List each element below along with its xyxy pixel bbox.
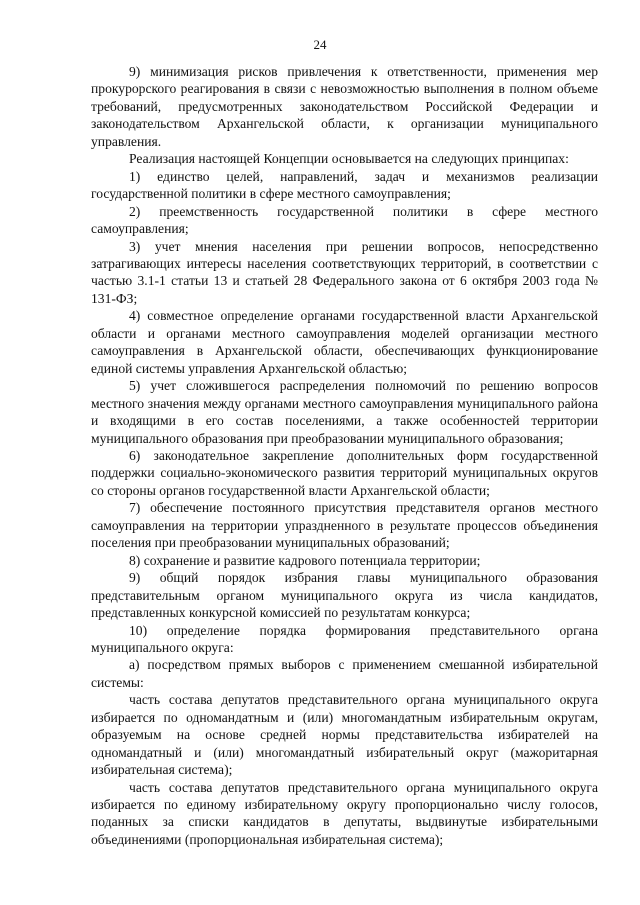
document-body [91, 63, 598, 848]
principle-7: 7) обеспечение постоянного присутствия представителя органов местного самоуправления на территории упраздненного в результате процессов объединения поселения при преобразовании муниципальных образований; [91, 500, 598, 551]
principle-3: 3) учет мнения населения при решении вопросов, непосредственно затрагивающих интересы населения соответствующих территорий, в соответствии с частью 3.1-1 статьи 13 и статьей 28 Федерального закона от 6 октября 2003 года № 131-ФЗ; [91, 238, 598, 306]
principle-9: 9) общий порядок избрания главы муниципального образования представительным органом муниципального округа из числа кандидатов, представленных конкурсной комиссией по результатам конкурса; [91, 570, 598, 621]
principle-8: 8) сохранение и развитие кадрового потенциала территории; [129, 552, 481, 568]
principle-4: 4) совместное определение органами государственной власти Архангельской области и органами местного самоуправления моделей организации местного самоуправления в Архангельской области, обеспечивающих функционирование единой системы управления Архангельской областью; [91, 308, 598, 376]
paragraph-principles-intro: Реализация настоящей Концепции основывается на следующих принципах: [129, 151, 569, 167]
page-number: 24 [313, 37, 327, 52]
paragraph-item-9-risks: 9) минимизация рисков привлечения к ответственности, применения мер прокурорского реагирования в связи с невозможностью выполнения в полном объеме требований, предусмотренных законодательством Российской Федерации и законодательством Архангельской области, к организации муниципального управления. [91, 64, 598, 149]
subitem-a-majoritarian: часть состава депутатов представительного органа муниципального округа избирается по одномандатным и (или) многомандатным избирательным округам, образуемым на основе средней нормы представительства избирателей на одномандатный и (или) многомандатный избирательный округ (мажоритарная избирательная система); [91, 692, 598, 778]
subitem-a: а) посредством прямых выборов с применением смешанной избирательной системы: [91, 657, 598, 690]
principle-6: 6) законодательное закрепление дополнительных форм государственной поддержки социально-экономического развития территорий муниципальных округов со стороны органов государственной власти Архангельской области; [91, 447, 598, 498]
principle-5: 5) учет сложившегося распределения полномочий по решению вопросов местного значения между органами местного самоуправления муниципального района и входящими в его состав поселениями, а также особенностей территории муниципального образования при преобразовании муниципального образования; [91, 378, 598, 446]
principle-1: 1) единство целей, направлений, задач и механизмов реализации государственной политики в сфере местного самоуправления; [91, 168, 598, 202]
subitem-a-proportional: часть состава депутатов представительного органа муниципального округа избирается по единому избирательному округу пропорционально числу голосов, поданных за списки кандидатов в депутаты, выдвинутые избирательными объединениями (пропорциональная избирательная система); [91, 779, 598, 847]
principle-10: 10) определение порядка формирования представительного органа муниципального округа: [91, 622, 598, 655]
principle-2: 2) преемственность государственной политики в сфере местного самоуправления; [91, 203, 598, 237]
